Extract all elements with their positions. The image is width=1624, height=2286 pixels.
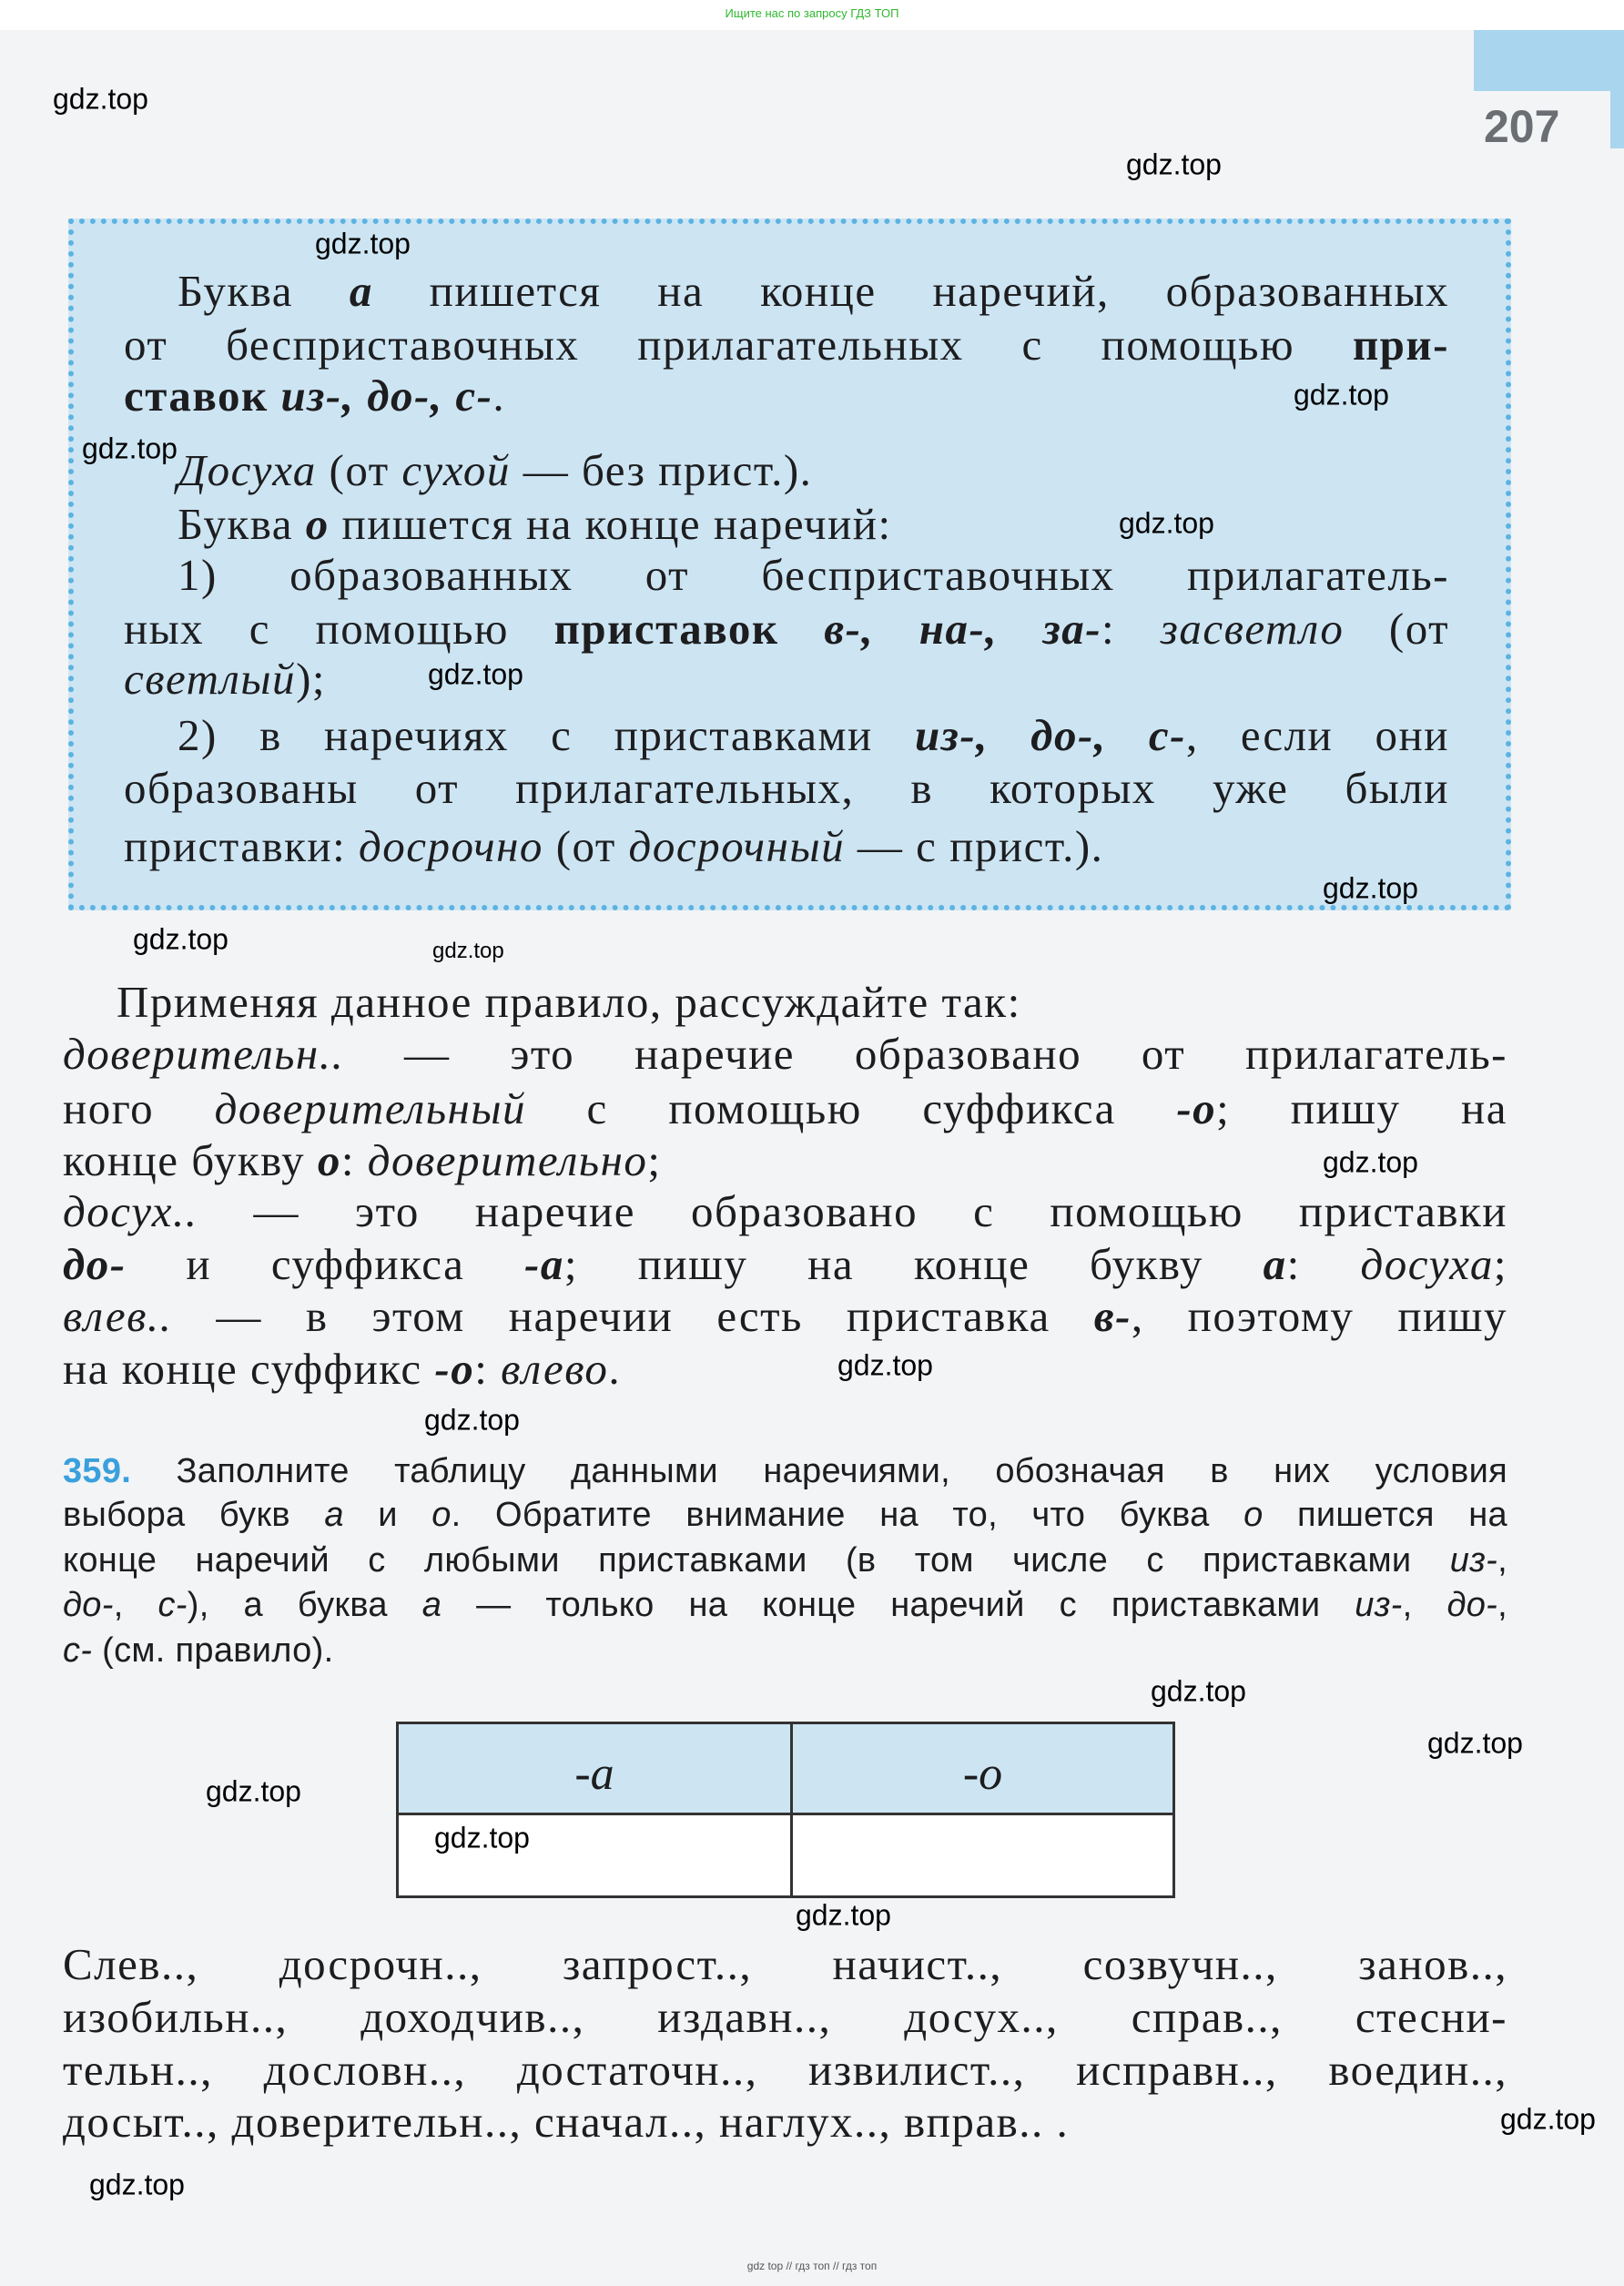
text-segment: о	[305, 499, 330, 549]
words-line	[63, 2096, 1069, 2149]
text-segment: ных с помощью	[124, 604, 554, 654]
top-banner: Ищите нас по запросу ГДЗ ТОП	[0, 0, 1624, 30]
text-segment: влево	[501, 1344, 609, 1394]
text-segment: с-	[63, 1631, 93, 1670]
text-segment: с-	[157, 1586, 188, 1624]
table-header-o: -о	[793, 1724, 1172, 1815]
exercise-number: 359.	[63, 1452, 132, 1490]
rule-line	[178, 549, 1449, 602]
text-segment: от бесприставочных прилагательных с помощью	[124, 320, 1353, 370]
text-segment: ; пишу на конце букву	[563, 1239, 1264, 1289]
text-segment: выбора букв	[63, 1496, 325, 1534]
body-line	[63, 1082, 1507, 1135]
exercise-line	[63, 1539, 1507, 1582]
text-segment: из-, до-, с-	[915, 710, 1186, 760]
footer: gdz top // гдз топ // гдз топ	[746, 2260, 878, 2272]
rule-line	[124, 653, 326, 706]
text-segment: доверительн..	[63, 1029, 345, 1079]
table-header-a: -а	[399, 1724, 793, 1815]
text-segment: ), а буква	[187, 1586, 422, 1624]
rule-line	[124, 603, 1449, 655]
text-segment: досрочный	[628, 821, 846, 871]
text-segment: -о	[434, 1344, 475, 1394]
body-line	[63, 1343, 621, 1396]
text-segment: ,	[1497, 1586, 1507, 1624]
text-segment: светлый	[124, 654, 297, 704]
text-segment: доверительный	[214, 1083, 527, 1133]
rule-line	[178, 265, 1449, 318]
text-segment: .	[608, 1344, 622, 1394]
watermark: gdz.top	[1126, 147, 1222, 181]
text-segment: , если они	[1185, 710, 1449, 760]
text-segment: ,	[113, 1586, 158, 1624]
watermark: gdz.top	[428, 657, 523, 691]
text-segment: до-	[1446, 1586, 1498, 1624]
watermark: gdz.top	[133, 922, 228, 956]
text-segment: ; пишу на	[1216, 1083, 1507, 1133]
text-segment: пишется на конце наречий, образованных	[372, 266, 1449, 316]
text-segment: а	[1263, 1239, 1287, 1289]
text-segment: сухой	[401, 445, 511, 495]
text-segment: Досуха	[178, 445, 317, 495]
text-segment: Применяя данное правило, рассуждайте так:	[117, 977, 1021, 1027]
watermark: gdz.top	[1119, 506, 1214, 540]
text-segment: :	[1101, 604, 1161, 654]
rule-line	[178, 498, 892, 551]
text-segment: засветло	[1160, 604, 1345, 654]
rule-line	[124, 820, 1103, 873]
text-segment: Заполните таблицу данными наречиями, обозначая в них условия	[131, 1452, 1507, 1490]
body-line	[63, 1185, 1507, 1238]
text-segment: Буква	[178, 499, 306, 549]
exercise-line	[63, 1493, 1507, 1537]
text-segment: при-	[1352, 320, 1449, 370]
text-segment: приставок	[553, 604, 825, 654]
text-segment: );	[296, 654, 326, 704]
body-line	[63, 1028, 1507, 1081]
text-segment: досух..	[63, 1186, 198, 1236]
text-segment: .	[492, 371, 506, 421]
text-segment: — это наречие образовано от прилагатель-	[344, 1029, 1507, 1079]
text-segment: :	[1286, 1239, 1361, 1289]
text-segment: а	[421, 1586, 442, 1624]
text-segment: и суффикса	[126, 1239, 525, 1289]
text-segment: :	[340, 1135, 368, 1185]
text-segment: на конце суффикс	[63, 1344, 435, 1394]
rule-line	[178, 444, 812, 497]
rule-line	[124, 370, 505, 422]
text-segment: влев..	[63, 1291, 173, 1341]
text-segment: — только на конце наречий с приставками	[442, 1586, 1355, 1624]
watermark: gdz.top	[796, 1898, 891, 1932]
text-segment: (от	[316, 445, 402, 495]
body-line	[117, 976, 1021, 1029]
watermark: gdz.top	[206, 1774, 301, 1808]
body-line	[63, 1134, 662, 1187]
watermark: gdz.top	[1500, 2102, 1596, 2136]
text-segment: — без прист.).	[510, 445, 813, 495]
text-segment: приставки:	[124, 821, 359, 871]
text-segment: :	[474, 1344, 502, 1394]
text-segment: ,	[1402, 1586, 1447, 1624]
text-segment: 1) образованных от бесприставочных прилагатель-	[178, 550, 1449, 600]
rule-line	[124, 762, 1449, 815]
text-segment: и	[343, 1496, 432, 1534]
text-segment: , поэтому пишу	[1131, 1291, 1507, 1341]
exercise-line	[63, 1449, 1507, 1493]
words-line	[63, 1938, 1507, 1991]
text-segment: досыт.., доверительн.., сначал.., наглух.., вправ.. .	[63, 2097, 1070, 2147]
watermark: gdz.top	[1427, 1726, 1523, 1760]
watermark: gdz.top	[1323, 871, 1418, 905]
text-segment: — это наречие образовано с помощью приставки	[198, 1186, 1507, 1236]
watermark: gdz.top	[424, 1403, 520, 1437]
text-segment: с помощью суффикса	[526, 1083, 1177, 1133]
watermark: gdz.top	[1323, 1145, 1418, 1179]
text-segment: ;	[647, 1135, 662, 1185]
text-segment: Буква	[178, 266, 350, 316]
watermark: gdz.top	[89, 2168, 185, 2201]
watermark: gdz.top	[315, 227, 411, 260]
text-segment: доверительно	[367, 1135, 648, 1185]
rule-line	[124, 319, 1449, 371]
watermark: gdz.top	[1151, 1674, 1246, 1708]
rule-line	[178, 709, 1449, 762]
text-segment: (см. правило).	[92, 1631, 334, 1670]
text-segment: ,	[1497, 1541, 1507, 1580]
text-segment: . Обратите внимание на то, что буква	[451, 1496, 1244, 1534]
text-segment: конце букву	[63, 1135, 318, 1185]
table-cell-o	[793, 1815, 1172, 1895]
text-segment: до-	[63, 1586, 114, 1624]
text-segment: — в этом наречии есть приставка	[172, 1291, 1094, 1341]
text-segment: до-	[63, 1239, 127, 1289]
text-segment: — с прист.).	[845, 821, 1104, 871]
body-line	[63, 1290, 1507, 1343]
text-segment: -а	[524, 1239, 564, 1289]
answer-table	[396, 1722, 1175, 1898]
text-segment: досуха	[1360, 1239, 1494, 1289]
watermark: gdz.top	[432, 939, 504, 963]
text-segment: тельн.., дословн.., достаточн.., извилист.., исправн.., воедин..,	[63, 2045, 1507, 2095]
text-segment: ставок	[124, 371, 281, 421]
text-segment: а	[349, 266, 373, 316]
text-segment: о	[317, 1135, 341, 1185]
text-segment: ;	[1493, 1239, 1507, 1289]
page-number: 207	[1484, 101, 1560, 152]
text-segment: о	[431, 1496, 452, 1534]
text-segment: образованы от прилагательных, в которых уже были	[124, 763, 1449, 813]
body-line	[63, 1238, 1507, 1291]
watermark: gdz.top	[82, 432, 178, 465]
text-segment: -о	[1176, 1083, 1217, 1133]
watermark: gdz.top	[1294, 378, 1389, 411]
watermark: gdz.top	[53, 82, 148, 116]
text-segment: (от	[543, 821, 629, 871]
exercise-line	[63, 1629, 333, 1672]
text-segment: изобильн.., доходчив.., издавн.., досух.., справ.., стесни-	[63, 1992, 1507, 2042]
text-segment: в-	[1093, 1291, 1132, 1341]
watermark: gdz.top	[434, 1821, 530, 1854]
text-segment: в-, на-, за-	[824, 604, 1102, 654]
text-segment: из-	[1449, 1541, 1498, 1580]
exercise-line	[63, 1583, 1507, 1627]
watermark: gdz.top	[837, 1348, 933, 1382]
text-segment: досрочно	[358, 821, 543, 871]
text-segment: (от	[1344, 604, 1449, 654]
text-segment: конце наречий с любыми приставками (в том числе с приставками	[63, 1541, 1450, 1580]
text-segment: из-, до-, с-	[280, 371, 493, 421]
text-segment: а	[324, 1496, 344, 1534]
text-segment: о	[1243, 1496, 1264, 1534]
words-line	[63, 2044, 1507, 2097]
text-segment: 2) в наречиях с приставками	[178, 710, 915, 760]
text-segment: ного	[63, 1083, 215, 1133]
words-line	[63, 1991, 1507, 2044]
text-segment: пишется на	[1263, 1496, 1507, 1534]
text-segment: Слев.., досрочн.., запрост.., начист.., созвучн.., занов..,	[63, 1939, 1507, 1989]
text-segment: из-	[1355, 1586, 1403, 1624]
text-segment: пишется на конце наречий:	[329, 499, 892, 549]
